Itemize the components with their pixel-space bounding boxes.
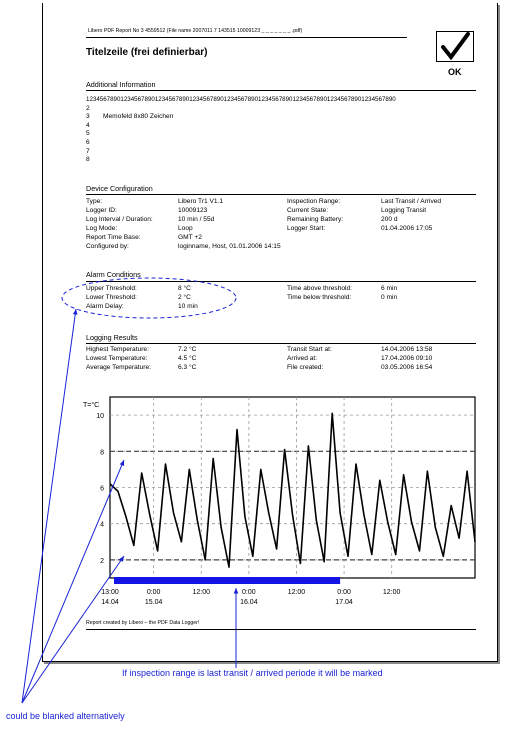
annotation-arrow [22,460,124,703]
device-left-label: Log Interval / Duration: [86,215,153,223]
additional-line-number: 6 [86,139,90,146]
report-title: Titelzeile (frei definierbar) [86,47,208,58]
logging-right-value: 03.05.2006 16:54 [381,364,433,372]
device-right-value: Logging Transit [381,206,427,214]
y-tick-label: 8 [100,449,104,457]
ok-label: OK [448,67,462,77]
x-tick-time: 12:00 [192,589,211,596]
inspection-note: If inspection range is last transit / arrived periode it will be marked [122,668,383,678]
y-tick-label: 2 [100,557,104,565]
device-right-value: Last Transit / Arrived [381,198,442,205]
device-right-label: Inspection Range: [287,198,341,205]
alarm-highlight-ellipse [62,278,236,318]
device-left-value: GMT +2 [178,233,202,241]
alarm-right-value: 6 min [381,285,398,292]
x-tick-time: 13:00 [101,589,119,596]
alarm-left-label: Lower Threshold: [86,294,137,301]
logging-left-value: 6.3 °C [178,364,197,372]
additional-line-text: 123456789012345678901234567890123456789012345678901234567890123456789012345678901234567890 [86,96,396,103]
additional-line-number: 5 [86,130,90,138]
additional-line-number: 8 [86,156,90,164]
report-header: Libero PDF Report No 3 4559512 (File name 2007011 7 143515 10009123 _ _ _ _ _ _ _ .pdf) [88,28,303,34]
device-right-label: Current State: [287,206,329,214]
alarm-right-label: Time below threshold: [287,294,352,301]
device-right-value: 200 d [381,215,398,223]
y-axis-label: T=°C [83,402,100,409]
alarm-right-value: 0 min [381,294,398,301]
additional-heading: Additional Information [86,80,156,89]
device-left-value: loginname, Host, 01.01.2006 14:15 [178,242,281,250]
x-tick-date: 15.04 [144,599,163,606]
device-right-value: 01.04.2006 17:05 [381,224,433,232]
x-tick-time: 12:00 [382,589,401,596]
device-left-label: Logger ID: [86,206,117,214]
x-tick-time: 12:00 [287,589,306,596]
logging-left-label: Lowest Temperature: [86,355,148,363]
device-left-label: Type: [86,198,103,205]
device-left-label: Report Time Base: [86,233,141,241]
additional-line-number: 7 [86,147,90,155]
additional-line-text: Memofeld 8x80 Zeichen [103,113,174,121]
device-left-value: Loop [178,224,193,232]
logging-right-label: File created: [287,364,324,372]
alarm-left-value: 2 °C [178,294,191,301]
device-left-label: Log Mode: [86,224,118,232]
footer-divider [86,629,476,630]
blank-note: could be blanked alternatively [6,711,125,721]
annotation-arrow [22,309,76,703]
logging-left-label: Highest Temperature: [86,346,149,353]
logging-heading: Logging Results [86,333,138,342]
y-tick-label: 10 [96,413,104,421]
arrow-head [73,309,78,315]
x-tick-time: 0:00 [146,589,161,596]
x-tick-time: 0:00 [337,589,351,596]
alarm-left-value: 10 min [178,303,198,310]
device-left-label: Configured by: [86,242,129,250]
logging-right-value: 14.04.2006 13:58 [381,346,433,353]
logging-left-label: Average Temperature: [86,364,151,372]
arrow-head [234,588,239,594]
logging-right-value: 17.04.2006 09:10 [381,355,433,363]
transit-marker-bar [114,577,340,584]
device-left-value: 10 min / 55d [178,215,215,223]
alarm-left-label: Alarm Delay: [86,303,124,310]
x-tick-date: 16.04 [240,599,258,606]
additional-line-number: 3 [86,113,90,121]
x-tick-date: 17.04 [335,599,353,606]
report-footer: Report created by Libero – the PDF Data Logger! [86,620,200,626]
logging-left-value: 4.5 °C [178,355,197,363]
additional-line-number: 4 [86,121,90,129]
x-tick-time: 0:00 [242,589,256,596]
y-tick-label: 6 [100,485,104,493]
alarm-heading: Alarm Conditions [86,270,141,279]
device-right-label: Logger Start: [287,224,326,232]
device-right-label: Remaining Battery: [287,215,344,223]
alarm-left-value: 8 °C [178,285,191,292]
alarm-right-label: Time above threshold: [287,285,352,292]
y-tick-label: 4 [100,521,104,529]
alarm-left-label: Upper Threshold: [86,285,137,292]
device-heading: Device Configuration [86,184,153,193]
device-left-value: 10009123 [178,206,208,214]
logging-right-label: Arrived at: [287,355,318,363]
logging-left-value: 7.2 °C [178,346,197,353]
x-tick-date: 14.04 [101,599,119,606]
device-left-value: Libero Tr1 V1.1 [178,198,224,205]
logging-right-label: Transit Start at: [287,346,332,353]
additional-line-number: 2 [86,104,90,112]
